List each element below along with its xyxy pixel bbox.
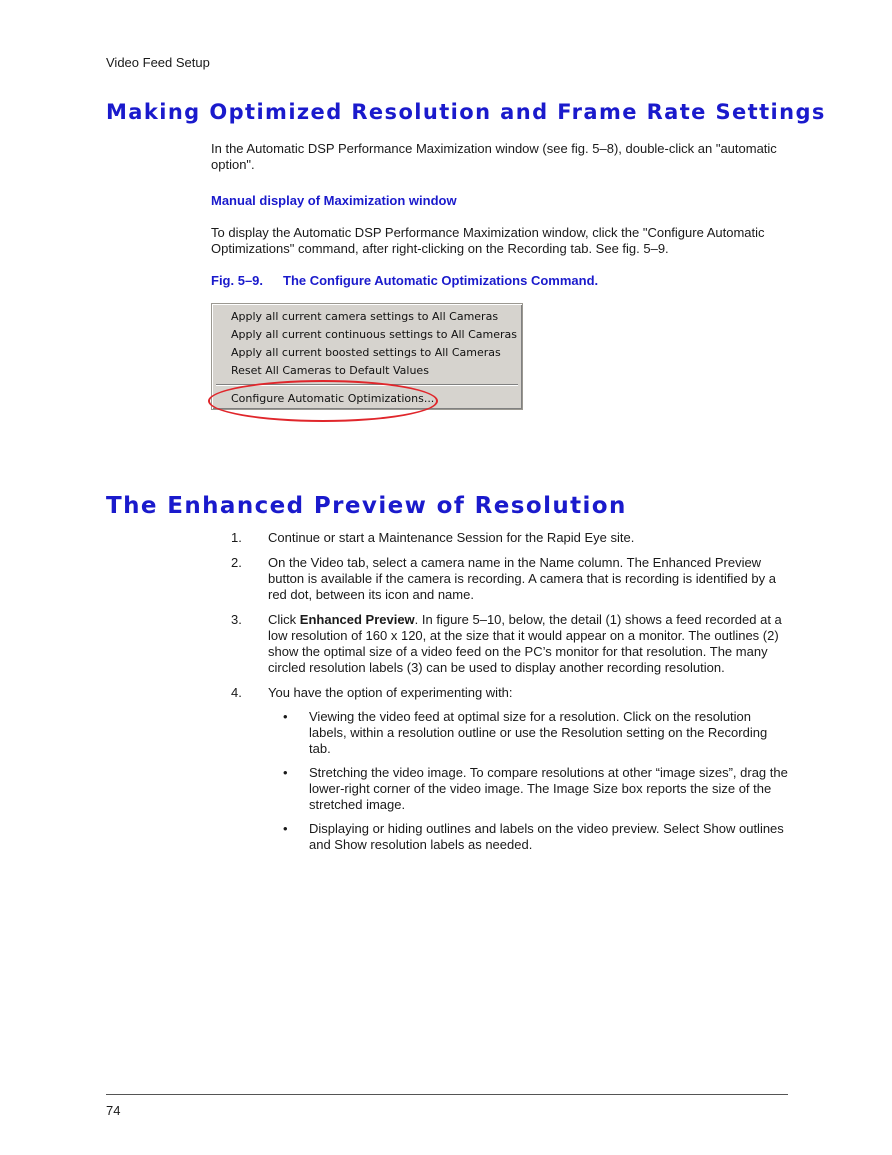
- bullet-item: [268, 709, 791, 757]
- step-text: Continue or start a Maintenance Session for the Rapid Eye site.: [268, 530, 635, 545]
- step-text: You have the option of experimenting with:: [268, 685, 513, 700]
- step-item: [231, 685, 791, 853]
- step-number: 2.: [231, 555, 242, 570]
- step-text-post: . In figure 5–10, below, the detail (1) shows a feed recorded at a low resolution of 160 x 120, at the size that it would appear on a monitor. The outlines (2) show the optimal size of a video feed on the PC’s monitor for that resolution. The many circled resolution labels (3) can be used to display another recording resolution.: [268, 612, 782, 675]
- figure-number: Fig. 5–9.: [211, 273, 264, 288]
- step-item: [231, 555, 791, 603]
- menu-item-apply-camera-settings[interactable]: Apply all current camera settings to All Cameras: [231, 310, 499, 323]
- bullet-marker: •: [283, 709, 288, 724]
- menu-item-apply-continuous-settings[interactable]: Apply all current continuous settings to All Cameras: [231, 328, 518, 341]
- menu-item-reset-defaults[interactable]: Reset All Cameras to Default Values: [231, 364, 429, 377]
- instruction-paragraph: To display the Automatic DSP Performance Maximization window, click the "Configure Automatic Optimizations" command, after right-clicking on the Recording tab. See fig. 5–9.: [211, 225, 765, 256]
- intro-paragraph: In the Automatic DSP Performance Maximization window (see fig. 5–8), double-click an "automatic option".: [211, 141, 777, 172]
- bullet-marker: •: [283, 765, 288, 780]
- enhanced-preview-label: Enhanced Preview: [299, 612, 415, 627]
- section-title-optimized-resolution: Making Optimized Resolution and Frame Rate Settings: [106, 100, 826, 124]
- step-number: 1.: [231, 530, 242, 545]
- bullet-text: Viewing the video feed at optimal size for a resolution. Click on the resolution labels, within a resolution outline or use the Resolution setting on the Recording tab.: [309, 709, 768, 756]
- bullet-marker: •: [283, 821, 288, 836]
- menu-item-apply-boosted-settings[interactable]: Apply all current boosted settings to All Cameras: [231, 346, 501, 359]
- bullet-text: Displaying or hiding outlines and labels on the video preview. Select Show outlines and Show resolution labels as needed.: [309, 821, 784, 852]
- step-item: [231, 612, 791, 676]
- steps-list: [231, 530, 791, 862]
- figure-caption: [211, 273, 598, 288]
- bullet-item: [268, 765, 791, 813]
- page-number: 74: [106, 1103, 121, 1118]
- running-head: Video Feed Setup: [106, 55, 210, 70]
- step-item: [231, 530, 791, 546]
- menu-item-configure-automatic-optimizations[interactable]: Configure Automatic Optimizations...: [231, 392, 435, 405]
- subheading-manual-display: Manual display of Maximization window: [211, 193, 457, 208]
- highlight-circle: [208, 380, 438, 422]
- step-text: On the Video tab, select a camera name in the Name column. The Enhanced Preview button is available if the camera is recording. A camera that is recording is identified by a red dot, between its icon and name.: [268, 555, 776, 602]
- section-title-enhanced-preview: The Enhanced Preview of Resolution: [106, 493, 627, 519]
- figure-caption-text: The Configure Automatic Optimizations Command.: [283, 273, 599, 288]
- options-bullet-list: [268, 709, 791, 853]
- footer-divider: [106, 1094, 788, 1095]
- bullet-text: Stretching the video image. To compare resolutions at other “image sizes”, drag the lower-right corner of the video image. The Image Size box reports the size of the stretched image.: [309, 765, 788, 812]
- step-number: 3.: [231, 612, 242, 627]
- step-number: 4.: [231, 685, 242, 700]
- bullet-item: [268, 821, 791, 853]
- step-text-pre: Click: [268, 612, 300, 627]
